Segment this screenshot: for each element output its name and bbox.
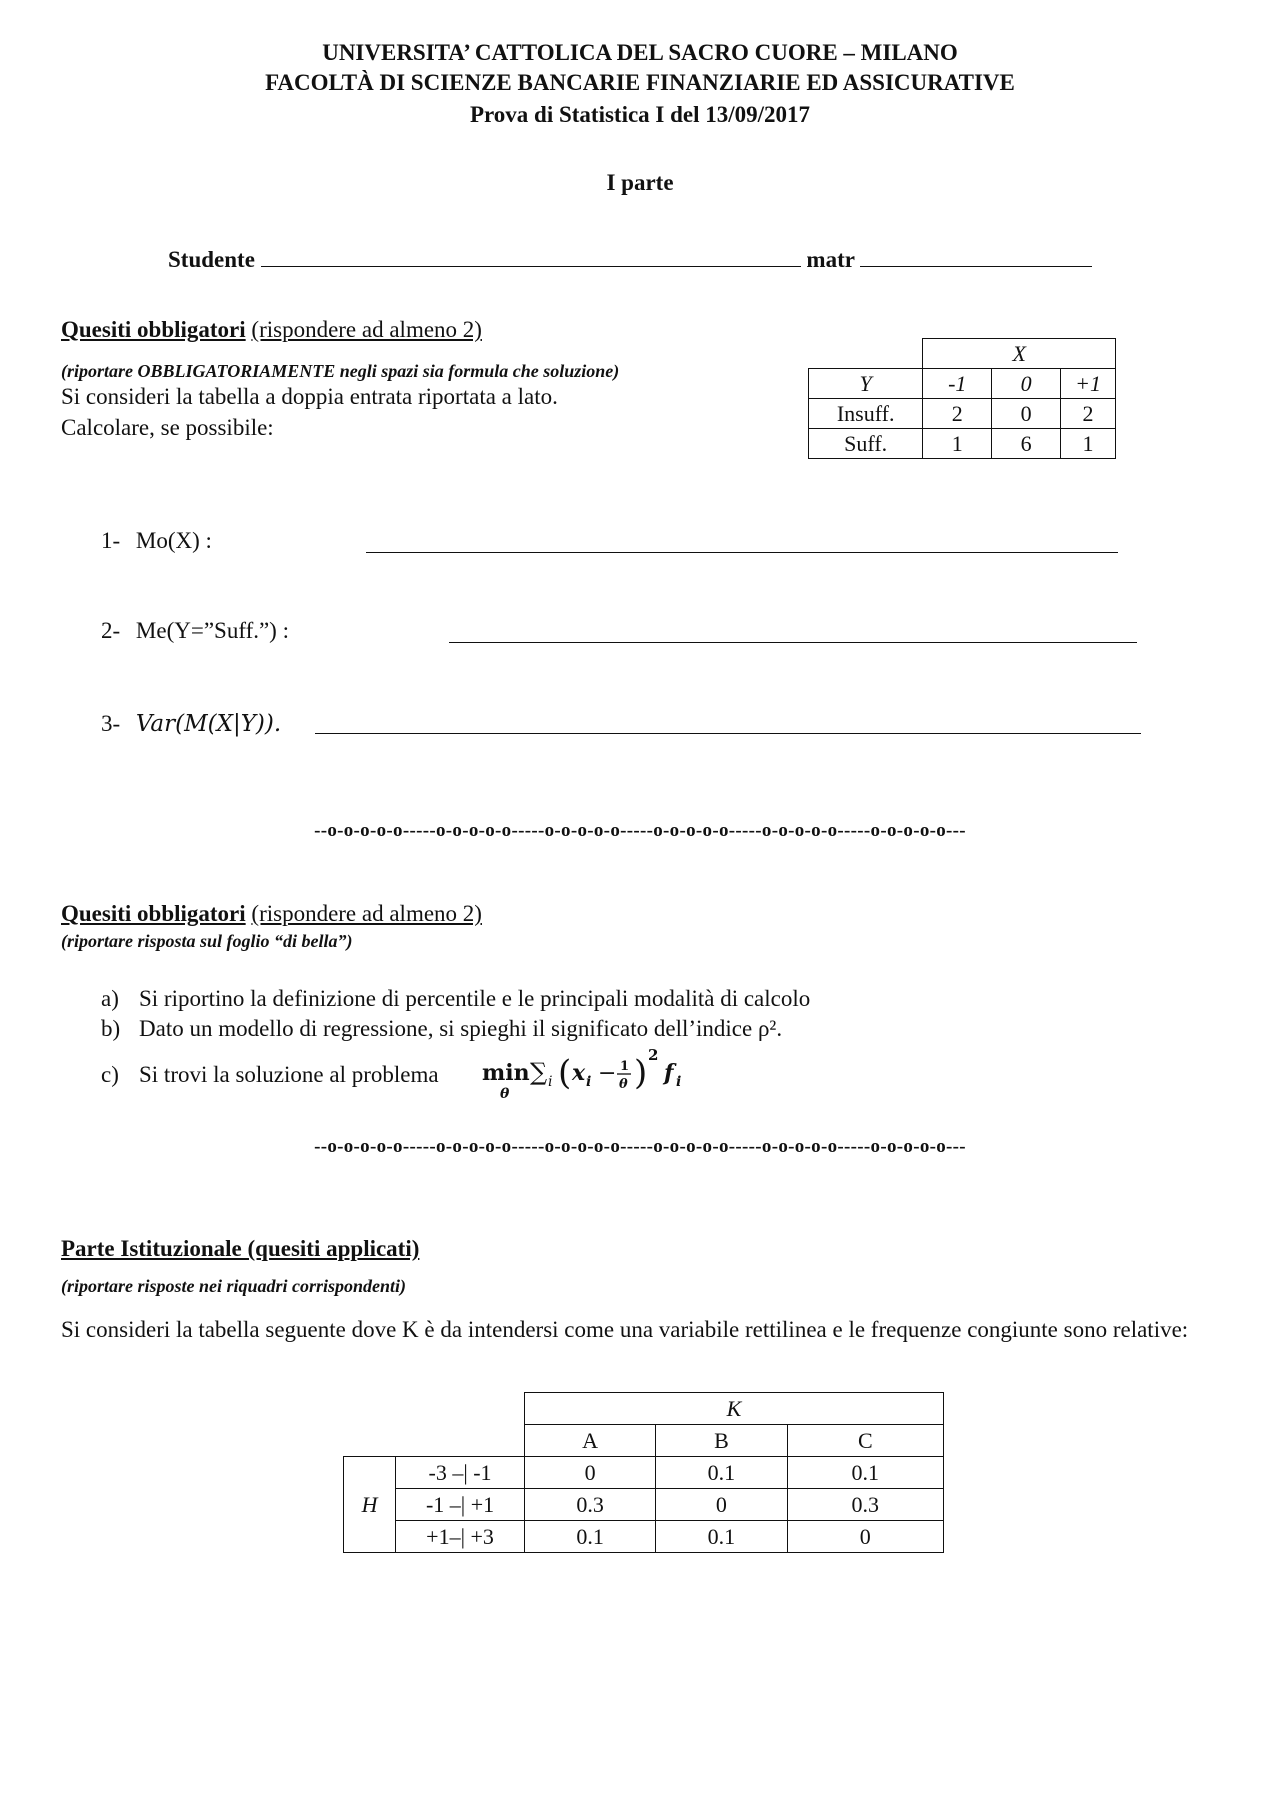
table-row	[344, 1521, 944, 1553]
section1-title: Quesiti obbligatori	[61, 317, 246, 342]
hk-table	[343, 1392, 944, 1553]
hk-cell: 0.1	[656, 1521, 787, 1553]
question-2	[101, 618, 289, 644]
hk-cell: 0.1	[787, 1457, 943, 1489]
list-item	[101, 986, 811, 1012]
item-letter: c)	[101, 1062, 119, 1087]
hk-col-header: B	[656, 1425, 787, 1457]
xy-cell: 2	[1061, 399, 1116, 429]
matr-field[interactable]	[860, 244, 1092, 267]
separator: --o-o-o-o-o-----o-o-o-o-o-----o-o-o-o-o-----o-o-o-o-o-----o-o-o-o-o-----o-o-o-o-o---	[314, 1136, 966, 1157]
svg-text:−: −	[598, 1061, 617, 1086]
exam-title: Prova di Statistica I del 13/09/2017	[469, 102, 811, 127]
svg-text:): )	[634, 1053, 648, 1093]
hk-cell: 0.3	[787, 1489, 943, 1521]
question-number: 1-	[101, 528, 121, 553]
svg-text:θ: θ	[619, 1077, 628, 1092]
section1-heading	[61, 317, 482, 343]
answer-3-line[interactable]	[315, 711, 1141, 734]
student-row	[168, 244, 1092, 273]
section1-text2: Calcolare, se possibile:	[61, 415, 274, 440]
xy-col-header: -1	[923, 369, 992, 399]
answer-2-line[interactable]	[449, 620, 1137, 643]
hk-cell: 0	[656, 1489, 787, 1521]
xy-col-var: X	[923, 339, 1116, 369]
xy-cell: 2	[923, 399, 992, 429]
question-number: 2-	[101, 618, 121, 643]
section3-instruction: (riportare risposte nei riquadri corrispondenti)	[61, 1276, 407, 1296]
question-3	[101, 711, 281, 737]
svg-text:2: 2	[648, 1046, 659, 1064]
xy-cell: 1	[923, 429, 992, 459]
xy-row-label: Insuff.	[809, 399, 923, 429]
hk-row-var: H	[344, 1457, 396, 1553]
item-text: Si riportino la definizione di percentile e le principali modalità di calcolo	[139, 986, 811, 1011]
svg-text:i: i	[676, 1074, 682, 1090]
answer-1-line[interactable]	[366, 530, 1118, 553]
svg-text:f: f	[664, 1060, 674, 1086]
item-text: Si trovi la soluzione al problema	[139, 1062, 439, 1087]
hk-class-interval: -1 –| +1	[396, 1489, 525, 1521]
section2-note: (rispondere ad almeno 2)	[251, 901, 482, 926]
question-2-text: Me(Y=”Suff.”) :	[135, 618, 289, 643]
faculty-title: FACOLTÀ DI SCIENZE BANCARIE FINANZIARIE ED ASSICURATIVE	[265, 70, 1015, 95]
part-title: I parte	[606, 170, 674, 195]
list-item	[101, 1016, 783, 1042]
svg-text:1: 1	[620, 1059, 630, 1074]
list-item	[101, 1062, 439, 1088]
xy-cell: 0	[992, 399, 1061, 429]
section3-text: Si consideri la tabella seguente dove K è da intendersi come una variabile rettilinea e le frequenze congiunte sono relative:	[61, 1317, 1189, 1342]
xy-cell: 6	[992, 429, 1061, 459]
table-row	[809, 399, 1116, 429]
table-row	[344, 1489, 944, 1521]
hk-class-interval: +1–| +3	[396, 1521, 525, 1553]
question-number: 3-	[101, 711, 121, 736]
svg-text:min: min	[482, 1060, 530, 1086]
minimization-formula	[480, 1040, 710, 1102]
item-letter: b)	[101, 1016, 121, 1041]
svg-text:i: i	[548, 1074, 553, 1090]
section2-instruction: (riportare risposta sul foglio “di bella”)	[61, 931, 353, 951]
section1-note: (rispondere ad almeno 2)	[251, 317, 482, 342]
hk-cell: 0.3	[524, 1489, 655, 1521]
svg-text:∑: ∑	[530, 1058, 548, 1086]
item-letter: a)	[101, 986, 119, 1011]
xy-table	[808, 338, 1116, 459]
hk-col-header: C	[787, 1425, 943, 1457]
hk-col-var: K	[524, 1393, 943, 1425]
xy-col-header: +1	[1061, 369, 1116, 399]
hk-cell: 0	[524, 1457, 655, 1489]
svg-text:θ: θ	[500, 1086, 510, 1102]
table-row	[809, 429, 1116, 459]
section3-title: Parte Istituzionale (quesiti applicati)	[61, 1236, 420, 1261]
svg-text:i: i	[586, 1074, 592, 1090]
matr-label: matr	[806, 247, 855, 272]
university-title: UNIVERSITA’ CATTOLICA DEL SACRO CUORE – MILANO	[322, 40, 958, 65]
question-3-text: Var(M(X|Y)).	[135, 711, 282, 737]
student-label: Studente	[168, 247, 255, 272]
svg-text:(: (	[558, 1053, 572, 1093]
separator: --o-o-o-o-o-----o-o-o-o-o-----o-o-o-o-o-----o-o-o-o-o-----o-o-o-o-o-----o-o-o-o-o---	[314, 820, 966, 841]
section2-heading	[61, 901, 482, 927]
xy-col-header: 0	[992, 369, 1061, 399]
section1-instruction: (riportare OBBLIGATORIAMENTE negli spazi sia formula che soluzione)	[61, 361, 620, 381]
student-name-field[interactable]	[261, 244, 801, 267]
hk-cell: 0.1	[656, 1457, 787, 1489]
section1-text1: Si consideri la tabella a doppia entrata riportata a lato.	[61, 384, 558, 409]
hk-col-header: A	[524, 1425, 655, 1457]
section2-title: Quesiti obbligatori	[61, 901, 246, 926]
hk-cell: 0	[787, 1521, 943, 1553]
svg-text:x: x	[572, 1060, 586, 1086]
item-text: Dato un modello di regressione, si spieghi il significato dell’indice ρ².	[139, 1016, 783, 1041]
hk-class-interval: -3 –| -1	[396, 1457, 525, 1489]
table-row	[344, 1457, 944, 1489]
hk-cell: 0.1	[524, 1521, 655, 1553]
xy-cell: 1	[1061, 429, 1116, 459]
xy-row-label: Suff.	[809, 429, 923, 459]
question-1-text: Mo(X) :	[135, 528, 212, 553]
xy-row-var: Y	[809, 369, 923, 399]
question-1	[101, 528, 212, 554]
